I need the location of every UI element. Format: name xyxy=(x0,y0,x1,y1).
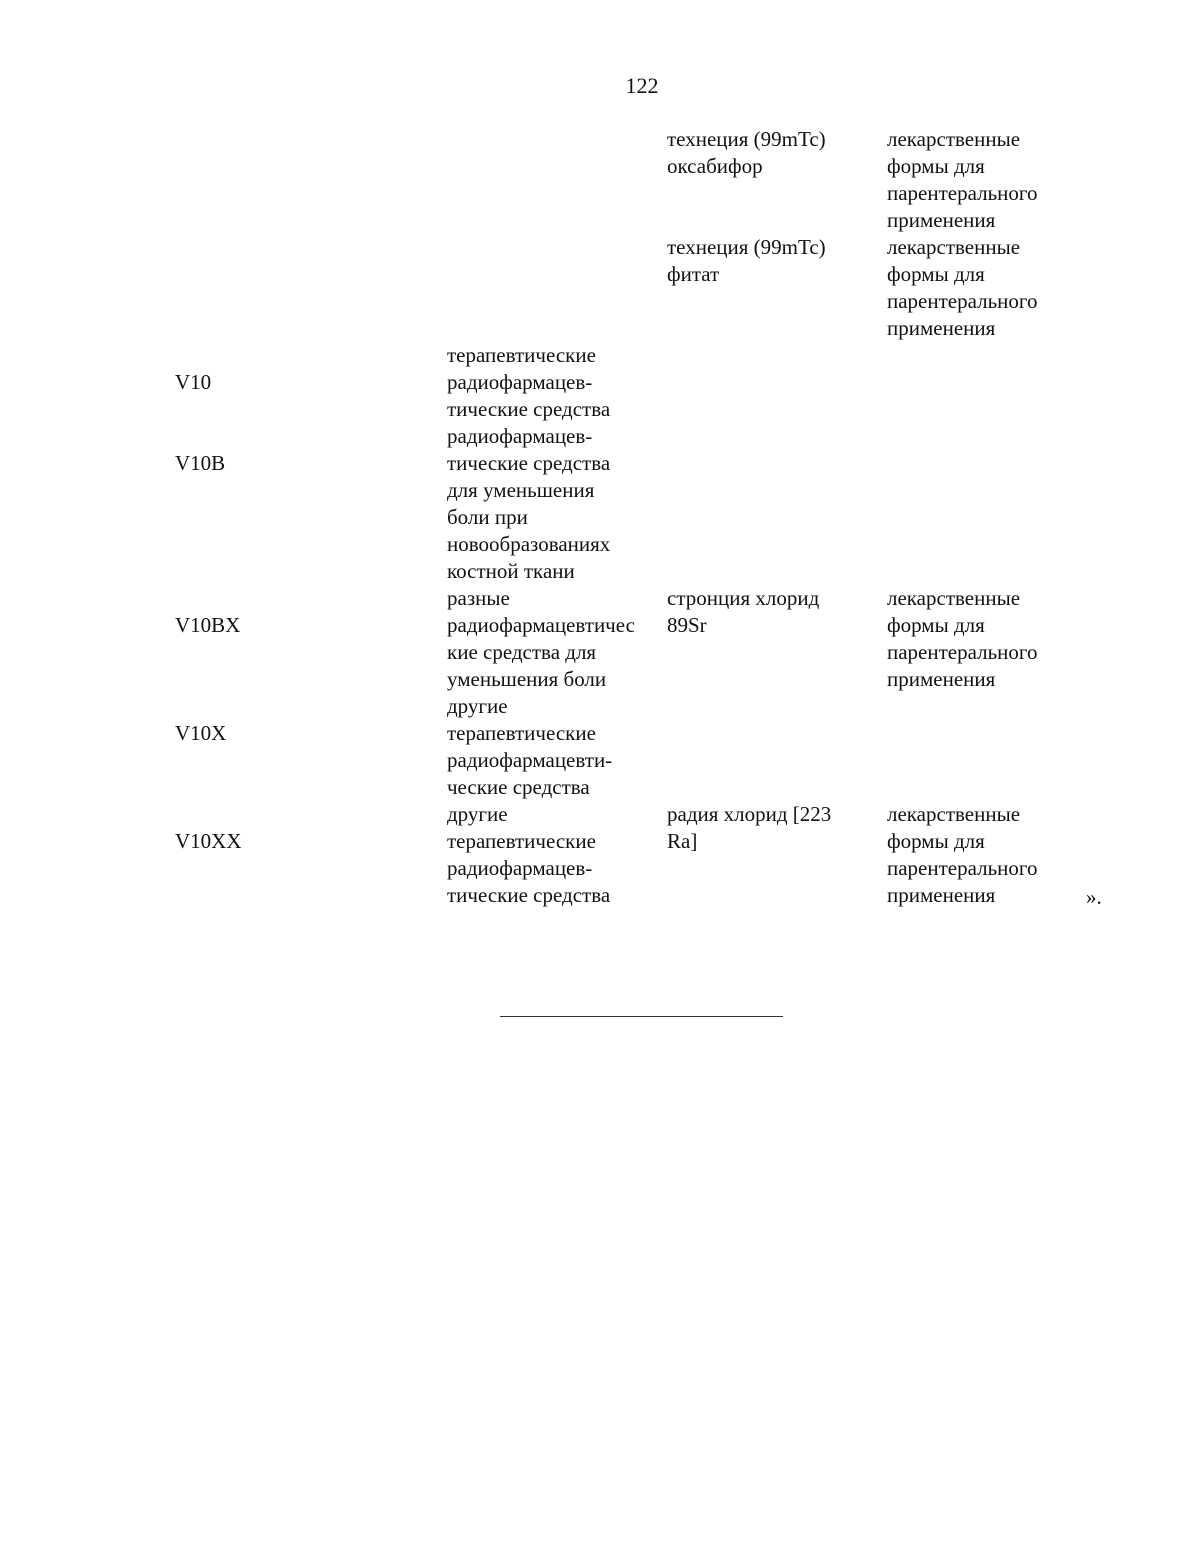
group-name-line: радиофармацевтичес xyxy=(447,613,635,637)
group-name-line: терапевтические xyxy=(447,829,596,853)
dosage-form-line: парентерального xyxy=(887,181,1038,205)
atc-code: V10XX xyxy=(175,829,242,853)
drug-name-line: оксабифор xyxy=(667,154,763,178)
group-name-line: терапевтические xyxy=(447,721,596,745)
drug-name-line: фитат xyxy=(667,262,720,286)
dosage-form-line: формы для xyxy=(887,829,985,853)
atc-code: V10BX xyxy=(175,613,241,637)
group-name-line: радиофармацев- xyxy=(447,370,593,394)
dosage-form-line: лекарственные xyxy=(887,586,1021,610)
atc-code: V10 xyxy=(175,370,212,394)
dosage-form-line: формы для xyxy=(887,613,985,637)
dosage-form-line: применения xyxy=(887,316,996,340)
atc-code: V10B xyxy=(175,451,226,475)
dosage-form-line: парентерального xyxy=(887,289,1038,313)
dosage-form-line: лекарственные xyxy=(887,235,1021,259)
dosage-form-line: формы для xyxy=(887,154,985,178)
group-name-line: ческие средства xyxy=(447,775,590,799)
group-name-line: радиофармацев- xyxy=(447,424,593,448)
group-name-line: костной ткани xyxy=(447,559,575,583)
dosage-form-line: парентерального xyxy=(887,640,1038,664)
page-number: 122 xyxy=(625,73,659,98)
dosage-form-line: применения xyxy=(887,667,996,691)
drug-name-line: технеция (99mTc) xyxy=(667,127,826,151)
group-name-line: радиофармацев- xyxy=(447,856,593,880)
group-name-line: другие xyxy=(447,694,508,718)
group-name-line: уменьшения боли xyxy=(447,667,607,691)
group-name-line: тические средства xyxy=(447,451,611,475)
group-name-line: радиофармацевти- xyxy=(447,748,613,772)
drug-name-line: Ra] xyxy=(667,829,698,853)
end-of-document-rule xyxy=(500,1016,783,1017)
atc-code: V10X xyxy=(175,721,227,745)
drug-name-line: технеция (99mTc) xyxy=(667,235,826,259)
group-name-line: боли при xyxy=(447,505,528,529)
group-name-line: другие xyxy=(447,802,508,826)
drug-name-line: стронция хлорид xyxy=(667,586,820,610)
dosage-form-line: лекарственные xyxy=(887,802,1021,826)
dosage-form-line: применения xyxy=(887,883,996,907)
group-name-line: разные xyxy=(447,586,510,610)
drug-name-line: радия хлорид [223 xyxy=(667,802,832,826)
group-name-line: тические средства xyxy=(447,883,611,907)
dosage-form-line: применения xyxy=(887,208,996,232)
dosage-form-line: парентерального xyxy=(887,856,1038,880)
group-name-line: для уменьшения xyxy=(447,478,595,502)
dosage-form-line: лекарственные xyxy=(887,127,1021,151)
drug-name-line: 89Sr xyxy=(667,613,707,637)
group-name-line: кие средства для xyxy=(447,640,597,664)
closing-quote: ». xyxy=(1086,885,1102,909)
group-name-line: терапевтические xyxy=(447,343,596,367)
group-name-line: тические средства xyxy=(447,397,611,421)
dosage-form-line: формы для xyxy=(887,262,985,286)
group-name-line: новообразованиях xyxy=(447,532,611,556)
